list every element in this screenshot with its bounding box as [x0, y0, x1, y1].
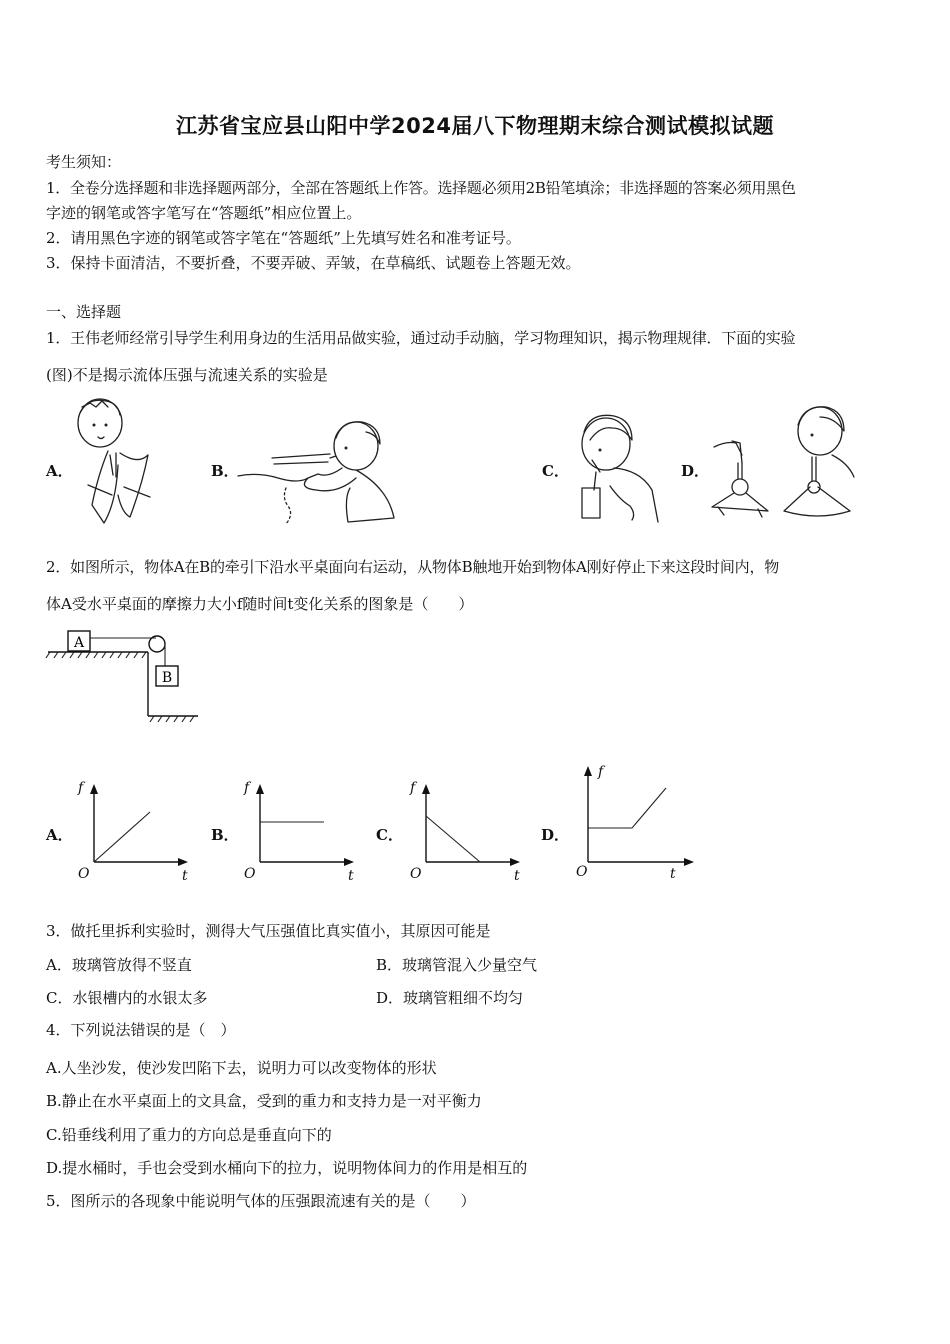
q2-graph-b: [238, 778, 358, 883]
graph-b-origin-label: O: [244, 866, 256, 882]
q1-option-d-label: D．: [681, 462, 710, 480]
graph-a-f-label: f: [78, 780, 84, 796]
notice-item-3: 3．保持卡面清洁，不要折叠，不要弄破、弄皱，在草稿纸、试题卷上答题无效。: [46, 254, 581, 272]
graph-c-t-label: t: [514, 868, 520, 884]
q4-option-c: C.铅垂线利用了重力的方向总是垂直向下的: [46, 1126, 332, 1144]
q1-figure-b-paper-strip: [238, 418, 398, 528]
q1-stem-line2: (图)不是揭示流体压强与流速关系的实验是: [46, 366, 328, 384]
graph-b-f-label: f: [244, 780, 250, 796]
graph-d-line: [588, 788, 666, 828]
q3-option-c: C．水银槽内的水银太多: [46, 989, 208, 1007]
graph-c-f-label: f: [410, 780, 416, 796]
q2-option-b-label: B．: [211, 826, 239, 844]
graph-d-t-label: t: [670, 866, 676, 882]
q3-option-d: D．玻璃管粗细不均匀: [376, 989, 524, 1007]
q5-stem: 5．图所示的各现象中能说明气体的压强跟流速有关的是（ ）: [46, 1192, 476, 1210]
graph-a-line: [94, 812, 150, 862]
graph-c-origin-label: O: [410, 866, 422, 882]
graph-a-origin-label: O: [78, 866, 90, 882]
q1-option-b-label: B．: [211, 462, 239, 480]
q2-option-c-label: C．: [376, 826, 403, 844]
q1-option-c-label: C．: [542, 462, 569, 480]
q1-stem-line1: 1．王伟老师经常引导学生利用身边的生活用品做实验，通过动手动脑，学习物理知识，揭示物理规律．下面的实验: [46, 329, 796, 347]
q1-figure-c-straw: [570, 410, 665, 525]
q1-figure-a-paper-blow: [68, 395, 168, 530]
notice-item-1: 1．全卷分选择题和非选择题两部分，全部在答题纸上作答。选择题必须用2B铅笔填涂；非选择题的答案必须用黑色: [46, 179, 796, 197]
graph-a-t-label: t: [182, 868, 188, 884]
notice-heading: 考生须知：: [46, 153, 122, 171]
q1-option-a-label: A．: [46, 462, 73, 480]
q4-stem: 4．下列说法错误的是（ ）: [46, 1021, 236, 1039]
graph-d-origin-label: O: [576, 864, 588, 880]
block-a-label: A: [73, 635, 85, 651]
pulley: [149, 636, 165, 652]
q3-option-a: A．玻璃管放得不竖直: [46, 956, 192, 974]
q2-option-d-label: D．: [541, 826, 570, 844]
notice-item-1-cont: 字迹的钢笔或答字笔写在“答题纸”相应位置上。: [46, 204, 362, 222]
q3-stem: 3．做托里拆利实验时，测得大气压强值比真实值小，其原因可能是: [46, 922, 491, 940]
graph-c-line: [426, 816, 480, 862]
q3-option-b: B．玻璃管混入少量空气: [376, 956, 538, 974]
q2-option-a-label: A．: [46, 826, 73, 844]
q2-stem-line1: 2．如图所示，物体A在B的牵引下沿水平桌面向右运动，从物体B触地开始到物体A刚好停止下来这段时间内，物: [46, 558, 780, 576]
graph-d-f-label: f: [598, 764, 604, 780]
section-heading: 一、选择题: [46, 303, 122, 321]
q2-graph-d: [570, 760, 700, 882]
q4-option-b: B.静止在水平桌面上的文具盒，受到的重力和支持力是一对平衡力: [46, 1092, 482, 1110]
block-b-label: B: [161, 670, 173, 686]
q2-setup-diagram: [44, 628, 204, 723]
graph-b-t-label: t: [348, 868, 354, 884]
notice-item-2: 2．请用黑色字迹的钢笔或答字笔在“答题纸”上先填写姓名和准考证号。: [46, 229, 521, 247]
q4-option-d: D.提水桶时，手也会受到水桶向下的拉力，说明物体间力的作用是相互的: [46, 1159, 528, 1177]
q2-stem-line2: 体A受水平桌面的摩擦力大小f随时间t变化关系的图象是（ ）: [46, 595, 474, 613]
q4-option-a: A.人坐沙发，使沙发凹陷下去，说明力可以改变物体的形状: [46, 1059, 437, 1077]
page-title: 江苏省宝应县山阳中学2024届八下物理期末综合测试模拟试题: [176, 114, 774, 138]
q1-figure-d-funnel: [708, 403, 858, 523]
q2-graph-a: [72, 778, 192, 883]
q2-graph-c: [404, 778, 524, 883]
